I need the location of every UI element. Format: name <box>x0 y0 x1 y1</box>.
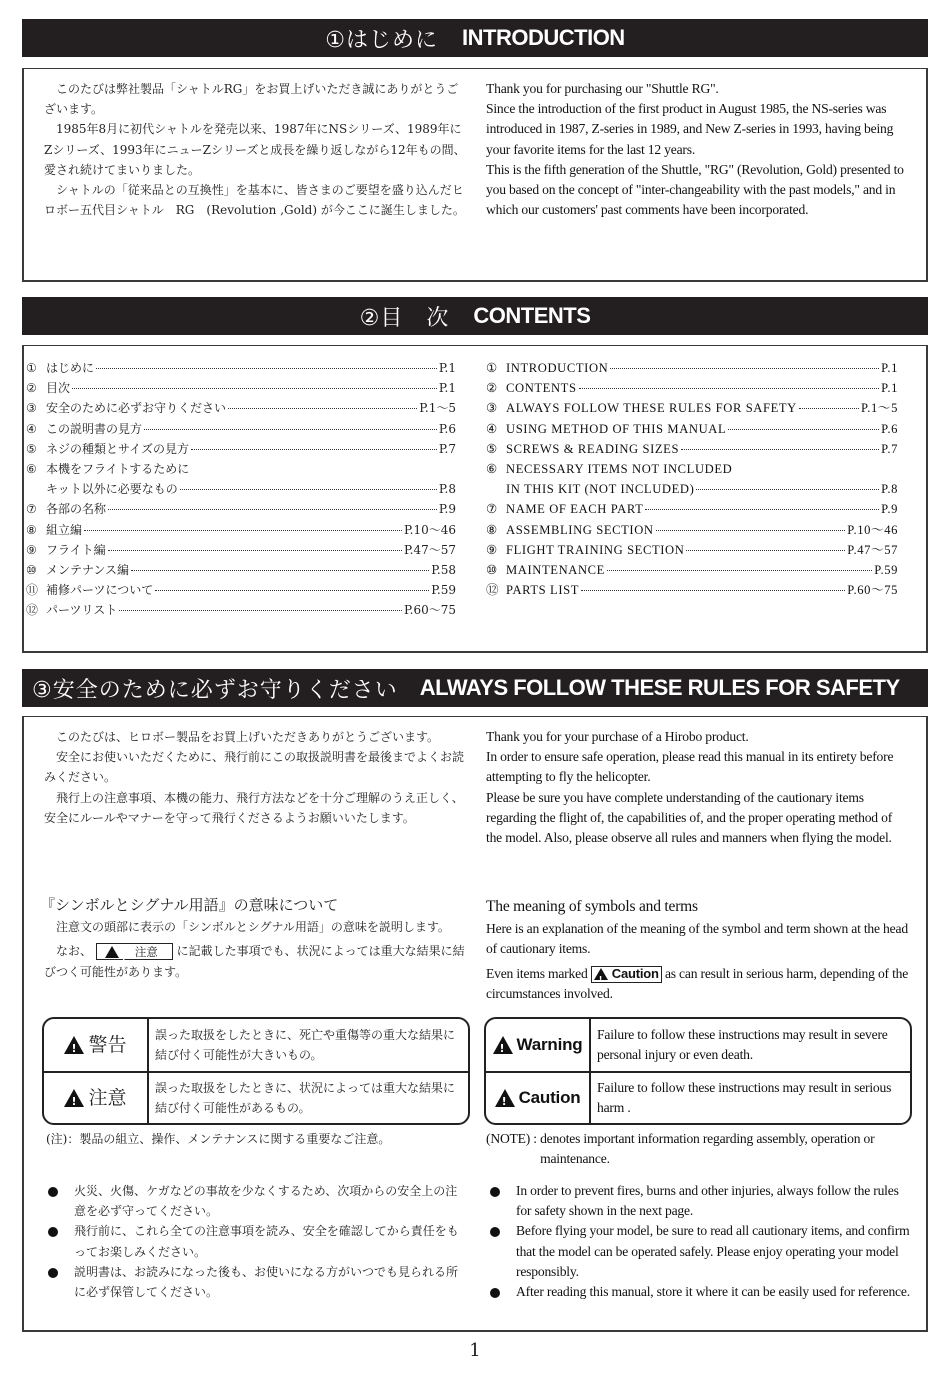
bullets-jp <box>44 1181 468 1302</box>
toc-item-label: 組立編 <box>46 522 83 537</box>
safety-jp-paragraph: 安全にお使いいただくために、飛行前にこの取扱説明書を最後までよくお読みください。 <box>44 750 465 785</box>
toc-item-number: ⑧ <box>26 522 37 537</box>
toc-leader-dots <box>686 539 845 551</box>
toc-item-number: ④ <box>26 421 37 436</box>
toc-item-number: ⑪ <box>26 583 39 598</box>
toc-item-number: ⑤ <box>26 441 37 456</box>
toc-item[interactable] <box>486 520 898 540</box>
toc-item-page: P.59 <box>431 583 456 598</box>
safety-en-paragraph: Please be sure you have complete understanding of the cautionary items regarding the flight of, the capabilities of, and the proper operating method of the model. Also, please observe all rules and manners when flying the model. <box>486 789 893 846</box>
toc-item[interactable] <box>26 378 456 398</box>
toc-item-number: ⑦ <box>486 502 498 517</box>
symbols-jp-para: 注意文の頭部に表示の「シンボルとシグナル用語」の意味を説明します。 <box>56 920 450 935</box>
toc-item[interactable] <box>486 580 898 600</box>
toc-item-page: P.9 <box>438 502 456 517</box>
toc-item[interactable] <box>486 540 898 560</box>
contents-header-bar <box>22 297 928 335</box>
toc-item-page: P.9 <box>881 502 898 517</box>
toc-leader-dots <box>734 458 896 470</box>
toc-leader-dots <box>696 478 879 490</box>
note-en: (NOTE) : denotes important information regarding assembly, operation or maintenance. <box>486 1131 875 1167</box>
toc-leader-dots <box>645 498 879 510</box>
toc-leader-dots <box>119 599 402 611</box>
toc-leader-dots <box>191 438 437 450</box>
toc-item[interactable] <box>26 540 456 560</box>
note-jp: (注)：製品の組立、操作、メンテナンスに関する重要なご注意。 <box>46 1132 391 1146</box>
intro-box <box>22 68 928 282</box>
page-number: 1 <box>469 1340 481 1361</box>
toc-item-label: パーツリスト <box>46 603 118 618</box>
toc-item-label: キット以外に必要なもの <box>46 482 178 497</box>
toc-leader-dots <box>607 559 872 571</box>
safety-jp-paragraph: 飛行上の注意事項、本機の能力、飛行方法などを十分ご理解のうえ正しく、安全にルールやマナーを守って飛行くださるようお願いいたします。 <box>44 790 464 825</box>
intro-title-jp: ①はじめに <box>325 27 439 53</box>
toc-item[interactable] <box>486 419 898 439</box>
safety-box <box>22 716 928 1332</box>
toc-item[interactable] <box>26 398 456 418</box>
toc-item-number: ⑧ <box>486 522 498 537</box>
bullet-item-jp: 飛行前に、これら全ての注意事項を読み、安全を確認してから責任をもってお楽しみください。 <box>44 1221 468 1261</box>
intro-jp-paragraph: シャトルの「従来品との互換性」を基本に、皆さまのご要望を盛り込んだヒロボー五代目シャトル RG (Revolution ,Gold) が今ここに誕生しました。 <box>44 183 465 218</box>
warning-triangle-icon <box>594 968 608 980</box>
toc-leader-dots <box>681 438 879 450</box>
signal-table-en <box>484 1017 912 1125</box>
toc-item-label: ALWAYS FOLLOW THESE RULES FOR SAFETY <box>506 401 797 416</box>
intro-en-paragraph: This is the fifth generation of the Shuttle, "RG" (Revolution, Gold) presented to you based on the concept of "inter-changeability with the past models," and in which our customers' past comments have been incorporated. <box>486 161 904 218</box>
toc-item-number: ① <box>486 361 498 375</box>
toc-en-list <box>486 358 898 600</box>
toc-item-label: NECESSARY ITEMS NOT INCLUDED <box>506 461 733 476</box>
toc-leader-dots <box>180 478 437 490</box>
toc-item-label: ネジの種類とサイズの見方 <box>46 441 190 456</box>
toc-item[interactable] <box>26 358 456 378</box>
signal-row-caution-en: ! Caution Failure to follow these instructions may result in serious harm . <box>486 1071 910 1123</box>
bullet-item-en: After reading this manual, store it where it can be easily used for reference. <box>486 1282 910 1302</box>
toc-item-page: P.8 <box>438 482 456 497</box>
toc-leader-dots <box>191 458 454 470</box>
toc-item[interactable] <box>26 419 456 439</box>
intro-en-column <box>486 79 910 220</box>
toc-item-page: P.47〜57 <box>404 542 456 557</box>
toc-item-label: FLIGHT TRAINING SECTION <box>506 542 685 557</box>
symbols-en-section <box>486 897 910 1004</box>
toc-item[interactable] <box>486 398 898 418</box>
bullet-item-en: In order to prevent fires, burns and other injuries, always follow the rules for safety shown in the next page. <box>486 1181 910 1221</box>
caution-badge-jp: ! 注意 <box>96 943 173 960</box>
toc-item-number: ② <box>486 381 498 396</box>
toc-leader-dots <box>108 539 402 551</box>
toc-leader-dots <box>581 579 845 591</box>
toc-item-label: INTRODUCTION <box>506 361 609 375</box>
toc-item-page: P.10〜46 <box>847 522 898 537</box>
toc-item[interactable] <box>26 520 456 540</box>
safety-en-intro <box>486 727 910 848</box>
toc-item-number: ⑫ <box>26 603 39 618</box>
safety-jp-paragraph: このたびは、ヒロボー製品をお買上げいただきありがとうございます。 <box>56 730 440 744</box>
toc-item-label: フライト編 <box>46 542 106 557</box>
toc-item-page: P.59 <box>874 562 898 577</box>
toc-leader-dots <box>728 418 879 430</box>
toc-item[interactable] <box>26 439 456 459</box>
toc-leader-dots <box>610 357 879 369</box>
toc-leader-dots <box>656 519 846 531</box>
toc-item[interactable] <box>486 439 898 459</box>
toc-item-page: P.1〜5 <box>419 401 456 416</box>
safety-header-bar <box>22 669 928 707</box>
toc-item-number: ⑫ <box>486 583 500 598</box>
toc-item-label: PARTS LIST <box>506 583 580 598</box>
toc-item-page: P.7 <box>438 441 456 456</box>
toc-leader-dots <box>155 579 429 591</box>
bullet-item-jp: 火災、火傷、ケガなどの事故を少なくするため、次項からの安全上の注意を必ず守ってください。 <box>44 1181 468 1221</box>
intro-en-paragraph: Since the introduction of the first product in August 1985, the NS-series was introduced in 1987, Z-series in 1989, and New Z-series in 1993, having being your favorite items for the last 12 years. <box>486 101 894 157</box>
warning-triangle-icon <box>64 1089 84 1107</box>
toc-item[interactable] <box>486 499 898 519</box>
toc-item-label: CONTENTS <box>506 381 577 396</box>
toc-item-number: ⑨ <box>486 542 498 557</box>
toc-item-page: P.1〜5 <box>861 401 898 416</box>
intro-jp-column <box>44 79 466 220</box>
toc-item-page: P.60〜75 <box>404 603 456 618</box>
safety-en-paragraph: Thank you for your purchase of a Hirobo product. <box>486 729 749 744</box>
toc-item[interactable] <box>486 479 898 499</box>
toc-leader-dots <box>72 377 437 389</box>
toc-item-number: ⑤ <box>486 441 498 456</box>
toc-item-label: USING METHOD OF THIS MANUAL <box>506 421 727 436</box>
signal-row-caution-jp: ! 注意 誤った取扱をしたときに、状況によっては重大な結果に結び付く可能性があるもの。 <box>44 1071 468 1123</box>
toc-leader-dots <box>96 357 437 369</box>
toc-item-label: この説明書の見方 <box>46 421 143 436</box>
toc-item-label: MAINTENANCE <box>506 562 605 577</box>
warning-triangle-icon <box>64 1036 84 1054</box>
intro-title-en: INTRODUCTION <box>462 25 625 50</box>
toc-item[interactable] <box>26 580 456 600</box>
toc-item-number: ⑩ <box>486 562 498 577</box>
toc-item-page: P.58 <box>431 562 456 577</box>
symbols-en-para2: Even items marked ! Caution as can result in serious harm, depending of the circumstances involved. <box>486 964 910 1004</box>
toc-item-number: ⑥ <box>26 461 37 476</box>
toc-item[interactable] <box>486 459 898 479</box>
toc-item-label: ASSEMBLING SECTION <box>506 522 654 537</box>
toc-item-number: ② <box>26 381 37 396</box>
toc-item-label: メンテナンス編 <box>46 562 130 577</box>
toc-item-label: 補修パーツについて <box>46 583 154 598</box>
intro-jp-paragraph: このたびは弊社製品「シャトルRG」をお買上げいただき誠にありがとうございます。 <box>44 82 459 117</box>
toc-item-page: P.60〜75 <box>847 583 898 598</box>
toc-item-number: ⑦ <box>26 502 37 517</box>
contents-title-en: CONTENTS <box>473 303 591 328</box>
symbols-jp-para2: なお、 ! 注意 に記載した事項でも、状況によっては重大な結果に結びつく可能性があります。 <box>44 941 466 981</box>
toc-item-number: ③ <box>26 401 37 416</box>
signal-row-warning-jp: ! 警告 誤った取扱をしたときに、死亡や重傷等の重大な結果に結び付く可能性が大きいもの。 <box>44 1019 468 1071</box>
toc-item-page: P.1 <box>881 381 898 396</box>
toc-item[interactable] <box>26 560 456 580</box>
warning-triangle-icon <box>495 1089 515 1107</box>
contents-title-jp: ②目 次 <box>359 305 450 331</box>
symbols-en-heading: The meaning of symbols and terms <box>486 898 698 915</box>
toc-item-label: 安全のために必ずお守りください <box>46 401 227 416</box>
toc-item-label: はじめに <box>46 361 95 375</box>
toc-leader-dots <box>108 498 437 510</box>
toc-item-label: NAME OF EACH PART <box>506 502 644 517</box>
caution-badge-en: ! Caution <box>591 966 662 983</box>
toc-item-label: 各部の名称 <box>46 502 107 517</box>
toc-item[interactable] <box>486 560 898 580</box>
toc-item-page: P.7 <box>881 441 898 456</box>
toc-item-page: P.6 <box>881 421 898 436</box>
toc-item-page: P.1 <box>438 361 456 375</box>
toc-item-page: P.10〜46 <box>404 522 456 537</box>
toc-item-page: P.1 <box>438 381 456 396</box>
toc-item-page: P.6 <box>438 421 456 436</box>
signal-table-jp <box>42 1017 470 1125</box>
safety-en-paragraph: In order to ensure safe operation, please read this manual in its entirety before attempting to fly the helicopter. <box>486 749 894 785</box>
toc-item-label: SCREWS & READING SIZES <box>506 441 680 456</box>
symbols-jp-heading: 『シンボルとシグナル用語』の意味について <box>40 896 339 914</box>
toc-item-label: 目次 <box>46 381 71 396</box>
warning-triangle-icon <box>105 946 119 958</box>
toc-item-number: ④ <box>486 421 498 436</box>
toc-leader-dots <box>799 397 859 409</box>
toc-item-label: IN THIS KIT (NOT INCLUDED) <box>506 482 695 497</box>
symbols-en-para: Here is an explanation of the meaning of the symbol and term shown at the head of cautionary items. <box>486 921 908 957</box>
contents-box <box>22 345 928 653</box>
toc-item-number: ⑨ <box>26 542 37 557</box>
intro-jp-paragraph: 1985年8月に初代シャトルを発売以来、1987年にNSシリーズ、1989年にZシリーズ、1993年にニューZシリーズと成長を繰り返しながら12年もの間、愛され続けてまいりました。 <box>44 122 466 177</box>
symbols-jp-section <box>40 895 466 982</box>
toc-item-page: P.1 <box>881 361 898 375</box>
bullet-item-jp: 説明書は、お読みになった後も、お使いになる方がいつでも見られる所に必ず保管してください。 <box>44 1262 468 1302</box>
toc-leader-dots <box>228 397 417 409</box>
intro-header-bar <box>22 19 928 57</box>
toc-item[interactable] <box>486 378 898 398</box>
toc-item[interactable] <box>26 600 456 620</box>
toc-item-number: ③ <box>486 401 498 416</box>
signal-row-warning-en: ! Warning Failure to follow these instructions may result in severe personal injury or even death. <box>486 1019 910 1071</box>
toc-jp-list <box>26 358 456 620</box>
toc-item-page: P.47〜57 <box>847 542 898 557</box>
toc-leader-dots <box>144 418 437 430</box>
toc-item-number: ① <box>26 361 37 375</box>
intro-en-paragraph: Thank you for purchasing our "Shuttle RG". <box>486 81 719 96</box>
safety-jp-intro <box>44 727 466 828</box>
toc-item[interactable] <box>486 358 898 378</box>
safety-title-en: ALWAYS FOLLOW THESE RULES FOR SAFETY <box>419 675 900 700</box>
safety-title-jp: ③安全のために必ずお守りください <box>32 677 398 703</box>
toc-item-page: P.8 <box>881 482 898 497</box>
toc-item-number: ⑥ <box>486 461 498 476</box>
toc-leader-dots <box>579 377 880 389</box>
toc-leader-dots <box>131 559 429 571</box>
bullets-en <box>486 1181 910 1302</box>
warning-triangle-icon <box>493 1036 513 1054</box>
toc-item[interactable] <box>26 479 456 499</box>
toc-item[interactable] <box>26 499 456 519</box>
toc-item[interactable] <box>26 459 456 479</box>
toc-item-number: ⑩ <box>26 562 37 577</box>
bullet-item-en: Before flying your model, be sure to read all cautionary items, and confirm that the model can be operated safely. Please enjoy operating your model responsibly. <box>486 1221 910 1282</box>
toc-item-label: 本機をフライトするために <box>46 461 190 476</box>
toc-leader-dots <box>84 519 402 531</box>
